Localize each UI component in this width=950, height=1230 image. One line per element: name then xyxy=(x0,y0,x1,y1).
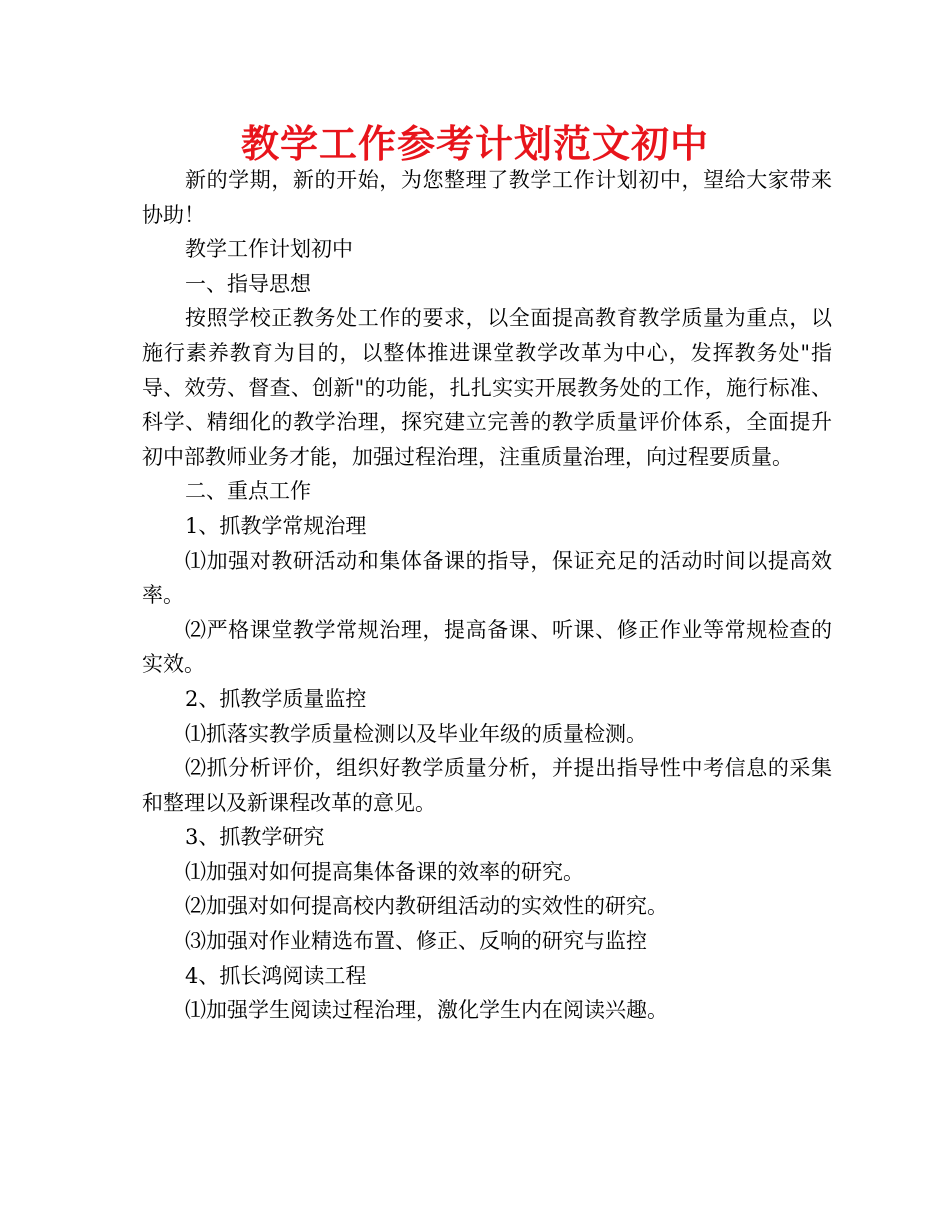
section-heading: 二、重点工作 xyxy=(185,479,311,504)
subsection-heading: 2、抓教学质量监控 xyxy=(185,686,367,711)
list-item: ⑴抓落实教学质量检测以及毕业年级的质量检测。 xyxy=(185,721,647,746)
section-heading: 一、指导思想 xyxy=(185,271,311,296)
list-item: ⑶加强对作业精选布置、修正、反响的研究与监控 xyxy=(185,929,647,954)
list-item: ⑴加强对如何提高集体备课的效率的研究。 xyxy=(185,859,584,884)
document-title: 教学工作参考计划范文初中 xyxy=(240,122,709,166)
paragraph: 按照学校正教务处工作的要求，以全面提高教育教学质量为重点，以施行素养教育为目的，以整体推进课堂教学改革为中心，发挥教务处"指导、效劳、督查、创新"的功能，扎扎实实开展教务处的工作，施行标准、科学、精细化的教学治理，探究建立完善的教学质量评价体系，全面提升初中部教师业务才能，加强过程治理，注重质量治理，向过程要质量。 xyxy=(142,306,832,469)
subsection-heading: 1、抓教学常规治理 xyxy=(185,513,367,538)
list-item: ⑵加强对如何提高校内教研组活动的实效性的研究。 xyxy=(185,894,668,919)
paragraph: 教学工作计划初中 xyxy=(185,237,353,262)
list-item: ⑴加强学生阅读过程治理，激化学生内在阅读兴趣。 xyxy=(185,998,668,1023)
subsection-heading: 3、抓教学研究 xyxy=(185,825,325,850)
document-body xyxy=(142,163,832,1028)
paragraph: 新的学期，新的开始，为您整理了教学工作计划初中，望给大家带来协助！ xyxy=(142,168,832,227)
list-item: ⑵严格课堂教学常规治理，提高备课、听课、修正作业等常规检查的实效。 xyxy=(142,617,832,677)
list-item: ⑵抓分析评价，组织好教学质量分析，并提出指导性中考信息的采集和整理以及新课程改革的意见。 xyxy=(142,756,832,815)
list-item: ⑴加强对教研活动和集体备课的指导，保证充足的活动时间以提高效率。 xyxy=(142,548,832,608)
subsection-heading: 4、抓长鸿阅读工程 xyxy=(185,963,367,988)
